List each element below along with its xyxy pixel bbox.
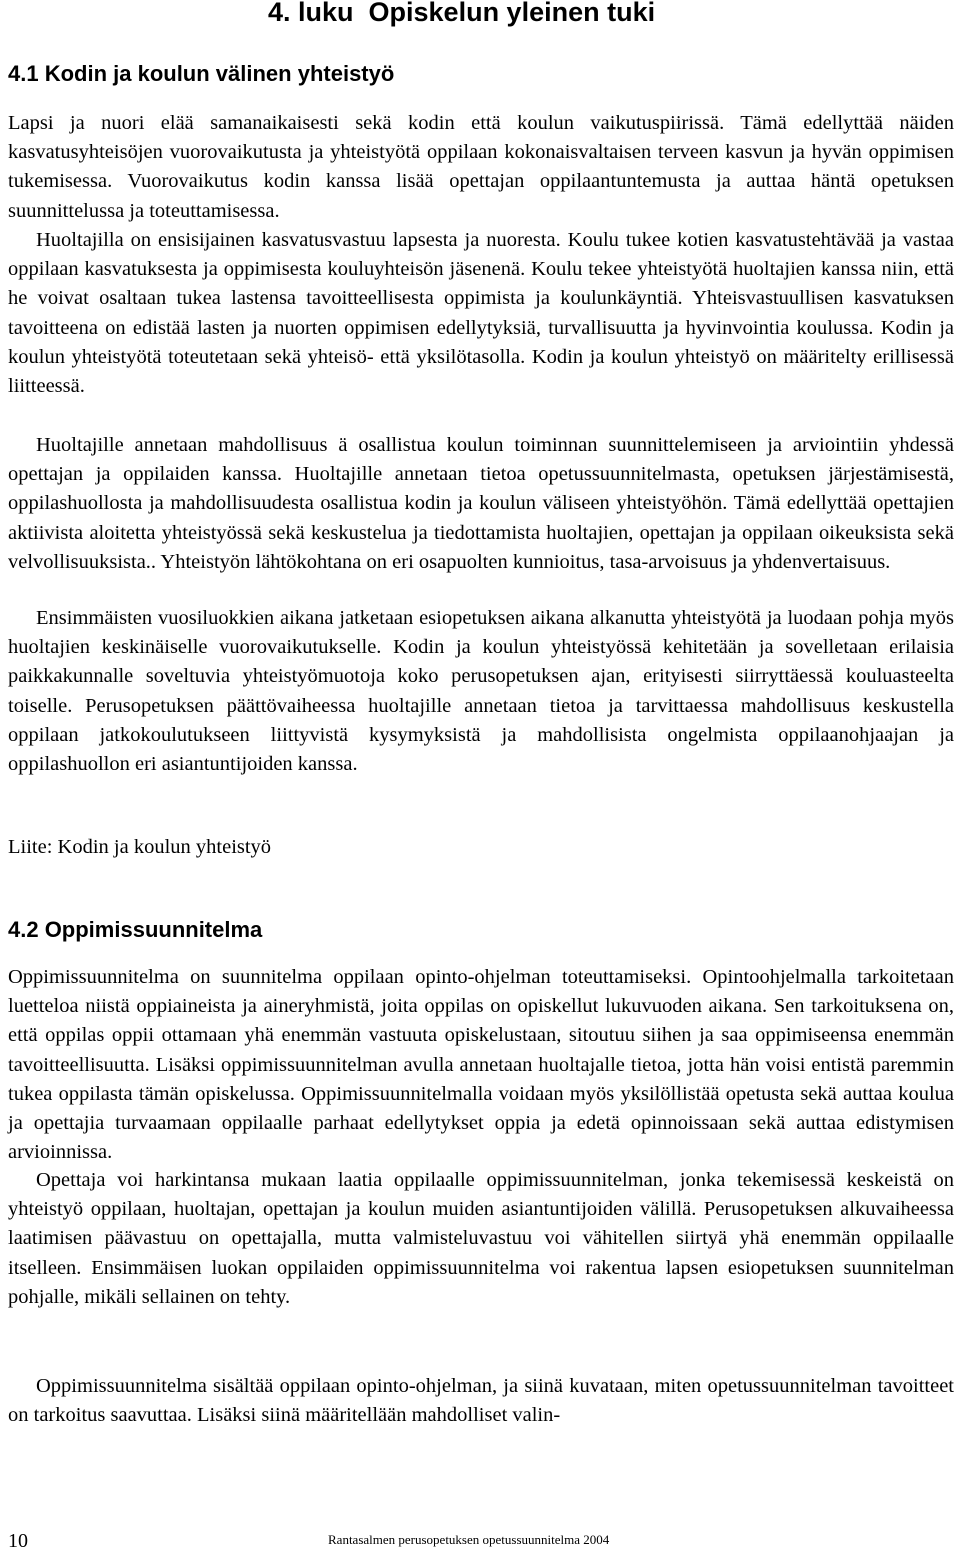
paragraph: Huoltajilla on ensisijainen kasvatusvastuu lapsesta ja nuoresta. Koulu tukee kotien kasvatustehtävää ja vastaa oppilaan kasvatuksesta ja oppimisesta kouluyhteisön jäsenenä. Koulu tekee yhteistyötä huoltajien kanssa niin, että he voivat osaltaan tukea lastensa tavoitteellisesta oppimista ja koulunkäyntiä. Yhteisvastuullisen kasvatuksen tavoitteena on edistää lasten ja nuorten oppimisen edellytyksiä, turvallisuutta ja hyvinvointia koulussa. Kodin ja koulun yhteistyötä toteutetaan sekä yhteisö- että yksilötasolla. Kodin ja koulun yhteistyö on määritelty erillisessä liitteessä.	[8, 229, 954, 398]
paragraph: Lapsi ja nuori elää samanaikaisesti sekä kodin että koulun vaikutuspiirissä. Tämä edellyttää näiden kasvatusyhteisöjen vuorovaikutusta ja yhteistyötä oppilaan kokonaisvaltaisen terveen kasvun ja hyvän oppimisen tukemisessa. Vuorovaikutus kodin kanssa lisää opettajan oppilaantuntemusta ja auttaa häntä opetuksen suunnittelussa ja toteuttamisessa.	[8, 112, 954, 222]
footer-document-title: Rantasalmen perusopetuksen opetussuunnitelma 2004	[328, 1532, 610, 1547]
section-heading-4-1: 4.1 Kodin ja koulun välinen yhteistyö	[8, 61, 395, 86]
paragraph: Opettaja voi harkintansa mukaan laatia oppilaalle oppimissuunnitelman, jonka tekemisessä keskeistä on yhteistyö oppilaan, huoltajan, opettajan ja koulun muiden asiantuntijoiden välillä. Perusopetuksen alkuvaiheessa laatimisen päävastuu on opettajalla, mutta valmisteluvastuu voi vähitellen siirtyä yhä enemmän oppilaalle itselleen. Ensimmäisen luokan oppilaiden oppimissuunnitelma voi rakentua lapsen esiopetuksen suunnitelman pohjalle, mikäli sellainen on tehty.	[8, 1169, 954, 1308]
paragraph: Ensimmäisten vuosiluokkien aikana jatketaan esiopetuksen aikana alkanutta yhteistyötä ja luodaan pohja myös huoltajien keskinäiselle vuorovaikutukselle. Kodin ja koulun yhteistyössä kehitetään ja sovelletaan erilaisia paikkakunnalle soveltuvia yhteistyömuotoja koko perusopetuksen ajan, erityisesti siirryttäessä kouluasteelta toiselle. Perusopetuksen päättövaiheessa huoltajille annetaan tietoa ja tarvittaessa mahdollisuus keskustella oppilaan jatkokoulutukseen liittyvistä kysymyksistä ja mahdollisista ongelmista oppilaanohjaajan ja oppilashuollon eri asiantuntijoiden kanssa.	[8, 607, 954, 776]
paragraph: Oppimissuunnitelma on suunnitelma oppilaan opinto-ohjelman toteuttamiseksi. Opintoohjelmalla tarkoitetaan luetteloa niistä oppiaineista ja aineryhmistä, joita oppilas on opiskellut lukuvuoden aikana. Sen tarkoituksena on, että oppilas oppii ottamaan yhä enemmän vastuuta opiskelustaan, sitoutuu siihen ja saa oppimiseensa enemmän tavoitteellisuutta. Lisäksi oppimissuunnitelman avulla annetaan huoltajalle tietoa, jotta hän voisi entistä paremmin tukea oppilasta tämän opiskelussa. Oppimissuunnitelmalla voidaan myös yksilöllistää opetusta sekä auttaa koulua ja opettajia turvaamaan oppilaalle parhaat edellytykset oppia ja edetä opinnoissaan sekä auttaa edistymisen arvioinnissa.	[8, 966, 954, 1164]
paragraph: Oppimissuunnitelma sisältää oppilaan opinto-ohjelman, ja siinä kuvataan, miten opetussuunnitelman tavoitteet on tarkoitus saavuttaa. Lisäksi siinä määritellään mahdolliset valin-	[8, 1375, 954, 1427]
page-number: 10	[8, 1530, 28, 1552]
section-heading-4-2: 4.2 Oppimissuunnitelma	[8, 917, 263, 942]
paragraph: Huoltajille annetaan mahdollisuus ä osallistua koulun toiminnan suunnittelemiseen ja arviointiin yhdessä opettajan ja oppilaiden kanssa. Huoltajille annetaan tietoa opetussuunnitelmasta, opetuksen järjestämisestä, oppilashuollosta ja mahdollisuudesta osallistua kodin ja koulun väliseen yhteistyöhön. Tämä edellyttää opettajien aktiivista aloitetta yhteistyössä sekä keskustelua ja tiedottamista huoltajien, opettajan ja oppilaan oikeuksista sekä velvollisuuksista.. Yhteistyön lähtökohtana on eri osapuolten kunnioitus, tasa-arvoisuus ja yhdenvertaisuus.	[8, 434, 954, 573]
attachment-reference: Liite: Kodin ja koulun yhteistyö	[8, 836, 272, 858]
chapter-title: 4. luku Opiskelun yleinen tuki	[268, 0, 656, 27]
